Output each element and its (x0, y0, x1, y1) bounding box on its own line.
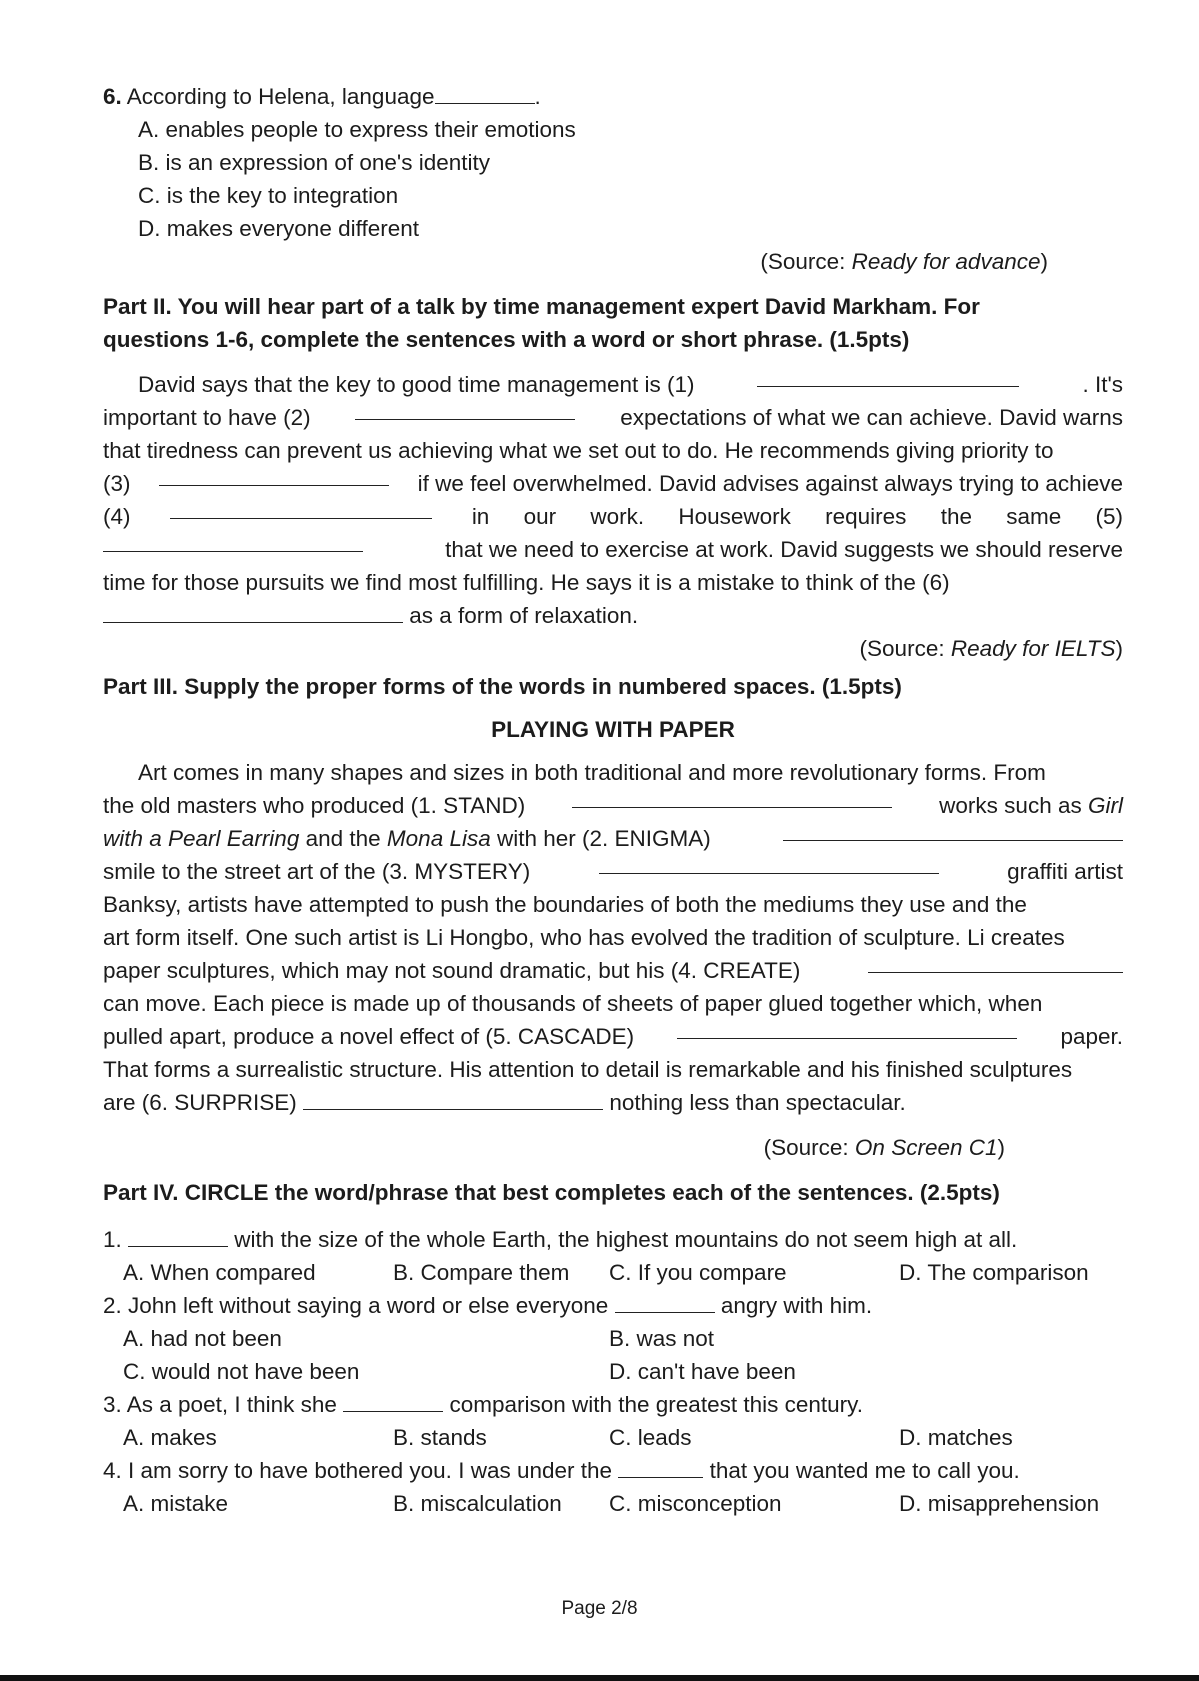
part3-line: art form itself. One such artist is Li Hongbo, who has evolved the tradition of sculpture. Li creates (103, 925, 1065, 950)
part2-line: that we need to exercise at work. David suggests we should reserve (103, 533, 1123, 566)
q3-option-a: A. makes (123, 1425, 217, 1450)
q2-option-c: C. would not have been (123, 1359, 360, 1384)
q2-stem: 2. John left without saying a word or else everyone angry with him. (103, 1293, 873, 1318)
answer-blank-4 (170, 500, 432, 519)
part3-line: can move. Each piece is made up of thousands of sheets of paper glued together which, when (103, 991, 1043, 1016)
q6-source: (Source: Ready for advance) (760, 249, 1048, 274)
source-title: On Screen C1 (854, 1135, 998, 1160)
q3-option-c: C. leads (609, 1425, 692, 1450)
part2-heading-line2: questions 1-6, complete the sentences with a word or short phrase. (1.5pts) (103, 327, 910, 352)
part3-line: That forms a surrealistic structure. His attention to detail is remarkable and his finished sculptures (103, 1057, 1073, 1082)
q1-stem: 1. with the size of the whole Earth, the highest mountains do not seem high at all. (103, 1227, 1018, 1252)
q4-option-a: A. mistake (123, 1491, 229, 1516)
q6-option-c: C. is the key to integration (138, 183, 399, 208)
q4-option-c: C. misconception (609, 1491, 782, 1516)
q1-option-d: D. The comparison (899, 1260, 1089, 1285)
part3-line: the old masters who produced (1. STAND) works such as Girl (103, 789, 1123, 822)
q1-options (103, 1256, 1123, 1289)
q3-option-d: D. matches (899, 1425, 1013, 1450)
q6-option-b: B. is an expression of one's identity (138, 150, 490, 175)
q3-options (103, 1421, 1123, 1454)
answer-blank-2 (355, 401, 575, 420)
answer-blank-2 (783, 822, 1123, 841)
answer-blank-6 (103, 604, 403, 623)
q2-option-b: B. was not (609, 1326, 715, 1351)
q4-option-b: B. miscalculation (393, 1491, 562, 1516)
answer-blank (128, 1228, 228, 1247)
q6-number: 6. (103, 84, 122, 109)
part3-heading: Part III. Supply the proper forms of the words in numbered spaces. (1.5pts) (103, 674, 902, 699)
answer-blank-5 (103, 533, 363, 552)
passage-title: PLAYING WITH PAPER (491, 717, 735, 742)
q1-option-c: C. If you compare (609, 1260, 787, 1285)
part2-line: (3) if we feel overwhelmed. David advises against always trying to achieve (103, 467, 1123, 500)
part3-source: (Source: On Screen C1) (763, 1135, 1005, 1160)
answer-blank (618, 1459, 703, 1478)
q6-stem-text: According to Helena, language (126, 84, 435, 109)
q2-option-a: A. had not been (123, 1326, 282, 1351)
answer-blank-1 (757, 368, 1019, 387)
answer-blank-3 (159, 467, 389, 486)
source-title: Ready for advance (851, 249, 1041, 274)
part3-line: with a Pearl Earring and the Mona Lisa with her (2. ENIGMA) (103, 822, 1123, 855)
q3-option-b: B. stands (393, 1425, 487, 1450)
scan-edge-divider (0, 1675, 1199, 1681)
source-title: Ready for IELTS (950, 636, 1116, 661)
q4-stem: 4. I am sorry to have bothered you. I was under the that you wanted me to call you. (103, 1458, 1020, 1483)
answer-blank-3 (599, 855, 939, 874)
q6-option-d: D. makes everyone different (138, 216, 419, 241)
part3-line: paper sculptures, which may not sound dramatic, but his (4. CREATE) (103, 954, 1123, 987)
q4-options (103, 1487, 1123, 1520)
answer-blank (343, 1393, 443, 1412)
exam-page (103, 80, 1123, 1520)
page-number: Page 2/8 (561, 1598, 638, 1619)
answer-blank-5 (677, 1020, 1017, 1039)
part2-line: that tiredness can prevent us achieving what we set out to do. He recommends giving priority to (103, 438, 1054, 463)
part3-line: Art comes in many shapes and sizes in both traditional and more revolutionary forms. From (138, 760, 1046, 785)
part2-line: David says that the key to good time management is (1) . It's (103, 368, 1123, 401)
part3-line: pulled apart, produce a novel effect of (5. CASCADE) paper. (103, 1020, 1123, 1053)
q1-option-b: B. Compare them (393, 1260, 570, 1285)
part4-heading: Part IV. CIRCLE the word/phrase that best completes each of the sentences. (2.5pts) (103, 1180, 1000, 1205)
part2-heading-line1: Part II. You will hear part of a talk by time management expert David Markham. For (103, 294, 980, 319)
part2-line: important to have (2) expectations of what we can achieve. David warns (103, 401, 1123, 434)
q6-stem: 6. According to Helena, language . (103, 84, 541, 109)
part3-line: smile to the street art of the (3. MYSTERY) graffiti artist (103, 855, 1123, 888)
q2-options (103, 1355, 1123, 1388)
answer-blank (615, 1294, 715, 1313)
q3-stem: 3. As a poet, I think she comparison with the greatest this century. (103, 1392, 863, 1417)
q6-option-a: A. enables people to express their emotions (138, 117, 576, 142)
part3-line: are (6. SURPRISE) nothing less than spectacular. (103, 1090, 906, 1115)
part2-line: (4) in our work. Housework requires the same (5) (103, 500, 1123, 533)
part3-line: Banksy, artists have attempted to push the boundaries of both the mediums they use and the (103, 892, 1027, 917)
q4-option-d: D. misapprehension (899, 1491, 1100, 1516)
part2-line: time for those pursuits we find most fulfilling. He says it is a mistake to think of the (6) (103, 570, 950, 595)
part2-line: as a form of relaxation. (103, 599, 1123, 632)
q2-option-d: D. can't have been (609, 1359, 796, 1384)
q1-option-a: A. When compared (123, 1260, 316, 1285)
answer-blank-4 (868, 954, 1123, 973)
part2-source: (Source: Ready for IELTS) (859, 636, 1123, 661)
answer-blank-1 (572, 789, 892, 808)
q2-options (103, 1322, 1123, 1355)
answer-blank (435, 85, 535, 104)
answer-blank-6 (303, 1091, 603, 1110)
